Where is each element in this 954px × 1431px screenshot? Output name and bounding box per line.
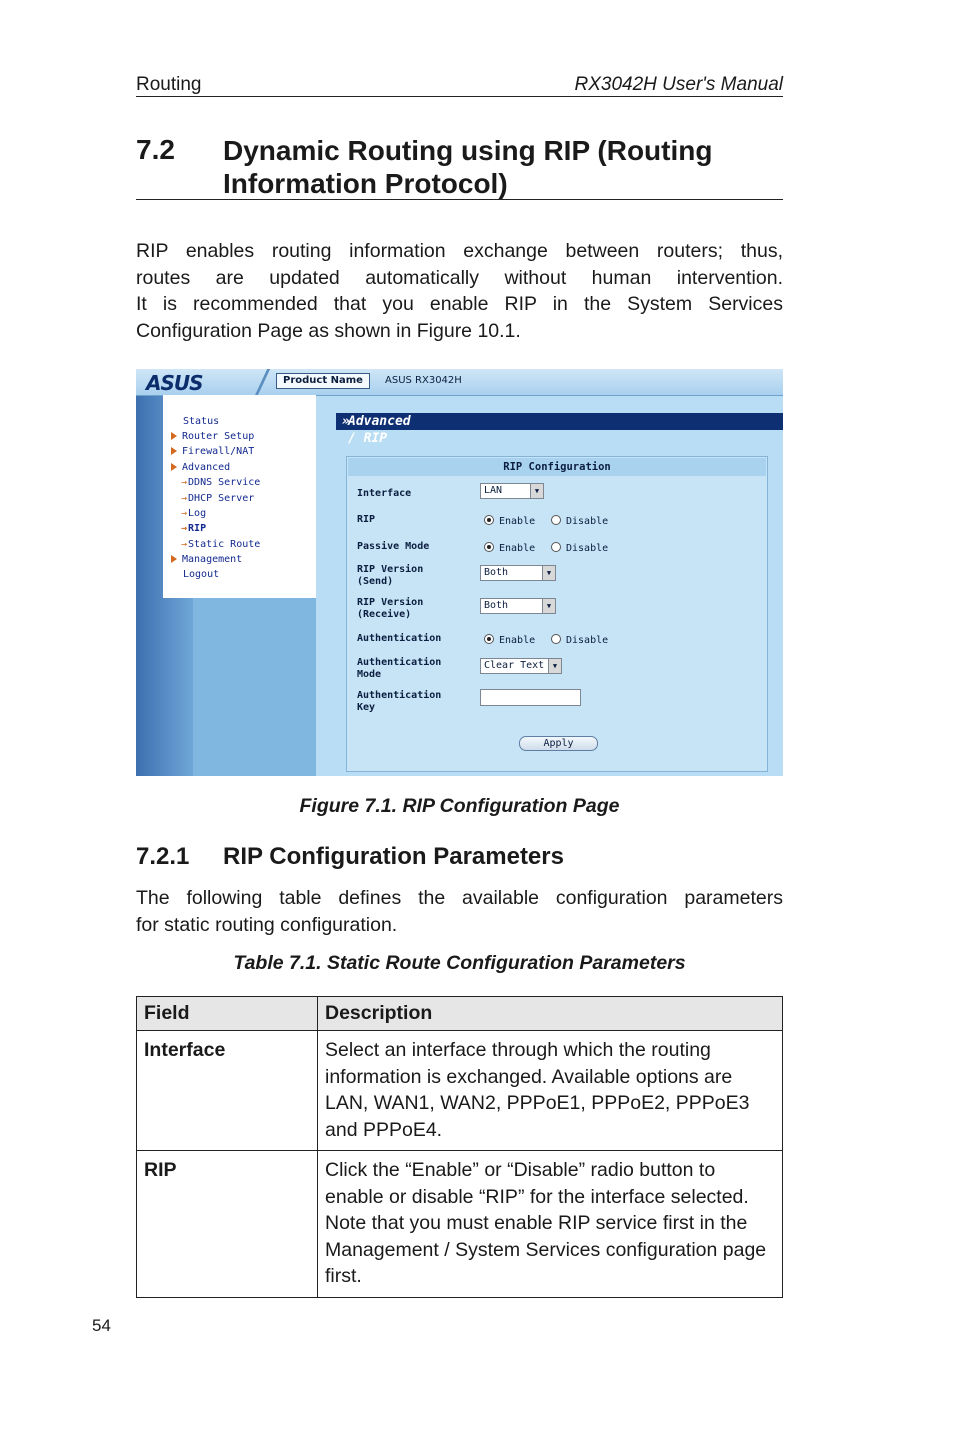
- subsection-number: 7.2.1: [136, 843, 190, 870]
- rip-disable-radio[interactable]: [551, 515, 608, 528]
- page-heading-bar: [336, 413, 783, 446]
- arrow-icon: →: [181, 539, 188, 550]
- bullet-icon: [171, 463, 177, 471]
- nav-ddns-service[interactable]: [181, 477, 260, 488]
- passive-disable-radio[interactable]: [551, 542, 608, 555]
- top-banner: [136, 369, 783, 396]
- field-cell: [137, 1151, 318, 1298]
- table-row: [137, 1151, 783, 1298]
- intro-line: It is recommended that you enable RIP in the System Services: [136, 293, 783, 315]
- header-chapter: Routing: [136, 74, 202, 95]
- table-caption: Table 7.1. Static Route Configuration Parameters: [233, 952, 686, 974]
- rip-config-screenshot: [136, 369, 783, 776]
- section-number: 7.2: [136, 134, 175, 165]
- header-text: Description: [325, 1002, 433, 1024]
- passive-enable-radio[interactable]: [484, 542, 535, 555]
- label-line: Key: [357, 702, 376, 713]
- auth-mode-select[interactable]: [480, 658, 562, 674]
- chevron-down-icon: ▼: [548, 659, 561, 673]
- product-name-value: ASUS RX3042H: [385, 375, 462, 386]
- nav-firewall-nat[interactable]: [171, 446, 254, 457]
- side-navigation: [163, 395, 316, 598]
- radio-label: Disable: [566, 516, 609, 527]
- asus-logo: ASUS: [146, 371, 203, 395]
- page-number: 54: [92, 1316, 111, 1335]
- nav-router-setup[interactable]: [171, 431, 254, 442]
- field-name: RIP: [144, 1159, 177, 1181]
- nav-status[interactable]: [183, 416, 219, 427]
- parameters-table: [136, 996, 783, 1298]
- arrow-icon: →: [181, 508, 188, 519]
- field-description: Select an interface through which the routing information is exchanged. Available options are LAN, WAN1, WAN2, PPPoE1, PPPoE2, PPPoE3 and PPPoE4.: [325, 1039, 750, 1141]
- nav-label: Logout: [183, 569, 220, 580]
- radio-icon: [551, 515, 561, 525]
- nav-static-route[interactable]: [181, 539, 260, 550]
- bullet-icon: [171, 432, 177, 440]
- interface-select[interactable]: [480, 483, 544, 499]
- header-description: [318, 997, 783, 1031]
- radio-selected-icon: [484, 542, 494, 552]
- nav-label: Management: [182, 554, 243, 565]
- intro-line: Configuration Page as shown in Figure 10.1.: [136, 319, 521, 342]
- radio-label: Disable: [566, 543, 609, 554]
- select-value: Clear Text: [484, 660, 545, 671]
- radio-label: Enable: [499, 516, 536, 527]
- radio-label: Enable: [499, 543, 536, 554]
- radio-icon: [551, 542, 561, 552]
- radio-selected-icon: [484, 515, 494, 525]
- banner-divider: [248, 369, 278, 395]
- radio-label: Disable: [566, 635, 609, 646]
- auth-disable-radio[interactable]: [551, 634, 608, 647]
- nav-label: RIP: [188, 523, 207, 534]
- section-rule: [136, 199, 783, 200]
- arrow-icon: →: [181, 493, 188, 504]
- description-cell: [318, 1151, 783, 1298]
- table-row: [137, 1031, 783, 1151]
- running-header: [136, 72, 783, 97]
- product-name-label: Product Name: [276, 373, 370, 389]
- description-cell: [318, 1031, 783, 1151]
- figure-caption: Figure 7.1. RIP Configuration Page: [299, 795, 620, 817]
- paragraph-line: for static routing configuration.: [136, 913, 398, 936]
- chevron-down-icon: ▼: [542, 566, 555, 580]
- auth-mode-label: [357, 657, 441, 681]
- intro-paragraph: [136, 238, 783, 344]
- authentication-label: Authentication: [357, 633, 442, 644]
- radio-icon: [551, 634, 561, 644]
- label-line: (Receive): [357, 609, 412, 620]
- subsection-title: RIP Configuration Parameters: [223, 843, 564, 870]
- nav-logout[interactable]: [183, 569, 219, 580]
- nav-log[interactable]: [181, 508, 206, 519]
- nav-label: Status: [183, 416, 220, 427]
- label-line: (Send): [357, 576, 394, 587]
- nav-management[interactable]: [171, 554, 242, 565]
- rip-config-panel: [346, 456, 768, 772]
- bullet-icon: [171, 555, 177, 563]
- radio-label: Enable: [499, 635, 536, 646]
- rip-version-send-label: [357, 564, 423, 588]
- nav-label: DHCP Server: [188, 493, 255, 504]
- passive-mode-label: Passive Mode: [357, 541, 430, 552]
- rip-version-send-select[interactable]: [480, 565, 556, 581]
- nav-label: Router Setup: [182, 431, 255, 442]
- rip-label: RIP: [357, 514, 376, 525]
- rip-version-receive-label: [357, 597, 423, 621]
- nav-label: DDNS Service: [188, 477, 261, 488]
- field-name: Interface: [144, 1039, 226, 1061]
- nav-label: Advanced: [182, 462, 231, 473]
- section-title: Dynamic Routing using RIP (Routing Information Protocol): [223, 135, 713, 199]
- field-cell: [137, 1031, 318, 1151]
- nav-rip[interactable]: [181, 523, 206, 534]
- intro-line: RIP enables routing information exchange between routers; thus,: [136, 240, 783, 262]
- label-line: RIP Version: [357, 597, 424, 608]
- auth-enable-radio[interactable]: [484, 634, 535, 647]
- radio-selected-icon: [484, 634, 494, 644]
- rip-version-receive-select[interactable]: [480, 598, 556, 614]
- chevron-down-icon: ▼: [542, 599, 555, 613]
- subsection-paragraph: [136, 885, 783, 938]
- header-text: Field: [144, 1002, 190, 1024]
- table-header-row: [137, 997, 783, 1031]
- paragraph-line: The following table defines the available configuration parameters: [136, 887, 783, 909]
- page-heading-text: Advanced / RIP: [348, 414, 411, 446]
- arrow-icon: →: [181, 477, 188, 488]
- chevron-down-icon: ▼: [530, 484, 543, 498]
- arrow-icon: →: [181, 523, 188, 534]
- nav-label: Firewall/NAT: [182, 446, 255, 457]
- label-line: RIP Version: [357, 564, 424, 575]
- page-heading: » Advanced / RIP: [342, 414, 411, 446]
- intro-line: routes are updated automatically without human intervention.: [136, 266, 783, 289]
- interface-label: Interface: [357, 488, 412, 499]
- nav-label: Static Route: [188, 539, 261, 550]
- content-area: [316, 396, 783, 776]
- label-line: Mode: [357, 669, 382, 680]
- nav-advanced[interactable]: [171, 462, 230, 473]
- label-line: Authentication: [357, 690, 442, 701]
- rip-enable-radio[interactable]: [484, 515, 535, 528]
- apply-button[interactable]: Apply: [519, 736, 598, 751]
- panel-title: RIP Configuration: [348, 458, 766, 476]
- bullet-icon: [171, 447, 177, 455]
- select-value: Both: [484, 567, 509, 578]
- interface-value: LAN: [484, 485, 503, 496]
- auth-key-input[interactable]: [480, 689, 581, 706]
- label-line: Authentication: [357, 657, 442, 668]
- select-value: Both: [484, 600, 509, 611]
- nav-dhcp-server[interactable]: [181, 493, 254, 504]
- nav-label: Log: [188, 508, 207, 519]
- auth-key-label: [357, 690, 441, 714]
- header-manual-title: RX3042H User's Manual: [574, 74, 783, 95]
- header-field: [137, 997, 318, 1031]
- field-description: Click the “Enable” or “Disable” radio button to enable or disable “RIP” for the interface selected. Note that you must enable RIP service first in the Management / System Services configuration page first.: [325, 1159, 767, 1287]
